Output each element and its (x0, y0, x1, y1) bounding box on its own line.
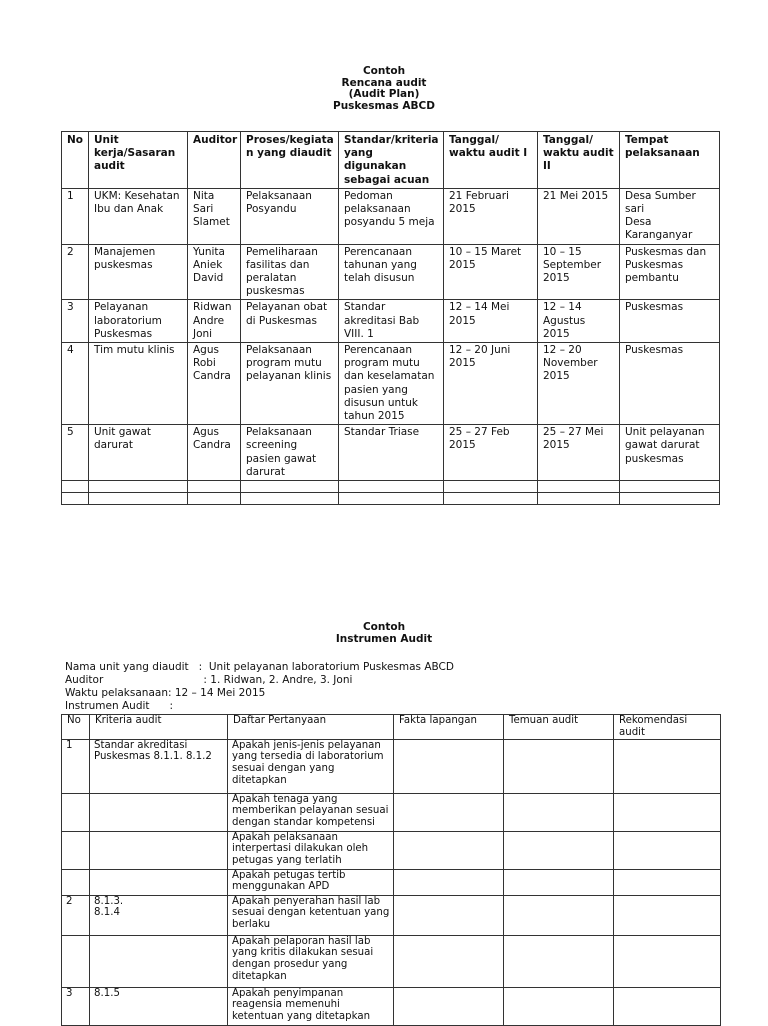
table-cell: Pelaksanaan program mutu pelayanan klinis (241, 343, 339, 425)
header-cell: Proses/kegiata n yang diaudit (241, 132, 339, 189)
table-cell: 12 – 20 November 2015 (538, 343, 620, 425)
table-cell: Standar akreditasi Puskesmas 8.1.1. 8.1.2 (90, 739, 228, 793)
table-cell (620, 493, 720, 505)
table-cell (394, 739, 504, 793)
table-cell (504, 895, 614, 935)
table-cell: 2 (62, 244, 89, 300)
table-cell: 1 (62, 188, 89, 244)
table-row-empty (62, 481, 720, 493)
table-row (62, 739, 721, 793)
table-cell (394, 935, 504, 987)
table-cell (90, 935, 228, 987)
table-cell: Pemeliharaan fasilitas dan peralatan puskesmas (241, 244, 339, 300)
table-cell (62, 831, 90, 869)
table-cell (614, 831, 721, 869)
table-cell: Standar akreditasi Bab VIII. 1 (339, 300, 444, 343)
header-cell: No (62, 132, 89, 189)
audit-plan-table (61, 131, 720, 505)
table-cell: Agus Robi Candra (188, 343, 241, 425)
table-cell: Desa Sumber sari Desa Karanganyar (620, 188, 720, 244)
plan-title-line: Puskesmas ABCD (333, 99, 435, 112)
table-cell: Apakah petugas tertib menggunakan APD (228, 869, 394, 895)
table-cell (504, 987, 614, 1025)
plan-title-line: Contoh (362, 65, 406, 77)
auditor-line: Auditor : 1. Ridwan, 2. Andre, 3. Joni (65, 674, 353, 686)
instrument-title (0, 622, 768, 645)
table-cell (62, 935, 90, 987)
table-cell (90, 869, 228, 895)
table-cell: Unit gawat darurat (89, 425, 188, 481)
table-cell: 3 (62, 300, 89, 343)
table-row (62, 188, 720, 244)
table-cell: Yunita Aniek David (188, 244, 241, 300)
header-cell: Temuan audit (504, 715, 614, 740)
table-cell (62, 493, 89, 505)
table-cell: 12 – 20 Juni 2015 (444, 343, 538, 425)
table-cell (614, 895, 721, 935)
table-cell: Apakah tenaga yang memberikan pelayanan sesuai dengan standar kompetensi (228, 793, 394, 831)
table-cell: UKM: Kesehatan Ibu dan Anak (89, 188, 188, 244)
header-cell: Rekomendasi audit (614, 715, 721, 740)
table-row (62, 895, 721, 935)
table-cell (188, 493, 241, 505)
table-cell (89, 481, 188, 493)
table-cell (614, 739, 721, 793)
table-cell: Tim mutu klinis (89, 343, 188, 425)
audit-instrument-table (61, 714, 721, 1026)
table-cell: Apakah pelaksanaan interpertasi dilakukan oleh petugas yang terlatih (228, 831, 394, 869)
table-cell: 8.1.3. 8.1.4 (90, 895, 228, 935)
table-cell: Apakah penyerahan hasil lab sesuai dengan ketentuan yang berlaku (228, 895, 394, 935)
table-cell: Manajemen puskesmas (89, 244, 188, 300)
plan-title-line: Rencana audit (341, 76, 427, 89)
table-row (62, 987, 721, 1025)
table-cell (188, 481, 241, 493)
header-cell: No (62, 715, 90, 740)
table-cell: Apakah jenis-jenis pelayanan yang tersedia di laboratorium sesuai dengan yang ditetapkan (228, 739, 394, 793)
plan-title (0, 66, 768, 112)
instrument-label-line: Instrumen Audit : (65, 700, 174, 712)
header-cell: Tanggal/ waktu audit II (538, 132, 620, 189)
table-cell (614, 869, 721, 895)
table-cell: Puskesmas dan Puskesmas pembantu (620, 244, 720, 300)
header-cell: Unit kerja/Sasaran audit (89, 132, 188, 189)
table-cell (62, 793, 90, 831)
table-cell (62, 481, 89, 493)
header-cell: Kriteria audit (90, 715, 228, 740)
table-cell (538, 493, 620, 505)
table-row-empty (62, 493, 720, 505)
table-cell (90, 831, 228, 869)
table-cell: Unit pelayanan gawat darurat puskesmas (620, 425, 720, 481)
table-cell: 12 – 14 Agustus 2015 (538, 300, 620, 343)
table-cell: 10 – 15 Maret 2015 (444, 244, 538, 300)
table-cell: 21 Februari 2015 (444, 188, 538, 244)
header-cell: Fakta lapangan (394, 715, 504, 740)
table-cell: 25 – 27 Mei 2015 (538, 425, 620, 481)
table-row (62, 343, 720, 425)
table-cell: 2 (62, 895, 90, 935)
table-cell: Pelaksanaan Posyandu (241, 188, 339, 244)
table-cell (90, 793, 228, 831)
table-cell: Ridwan Andre Joni (188, 300, 241, 343)
table-cell (444, 481, 538, 493)
header-cell: Daftar Pertanyaan (228, 715, 394, 740)
table-cell (504, 793, 614, 831)
table-cell (241, 493, 339, 505)
header-cell: Tanggal/ waktu audit I (444, 132, 538, 189)
table-row (62, 793, 721, 831)
header-cell: Tempat pelaksanaan (620, 132, 720, 189)
table-row (62, 300, 720, 343)
table-cell (62, 869, 90, 895)
table-cell (339, 493, 444, 505)
header-cell: Standar/kriteria yang digunakan sebagai acuan (339, 132, 444, 189)
table-cell (394, 793, 504, 831)
table-cell: Nita Sari Slamet (188, 188, 241, 244)
table-cell (89, 493, 188, 505)
plan-title-line: (Audit Plan) (348, 88, 420, 100)
table-header-row (62, 715, 721, 740)
table-cell (614, 935, 721, 987)
table-cell: Agus Candra (188, 425, 241, 481)
table-cell: 21 Mei 2015 (538, 188, 620, 244)
time-line: Waktu pelaksanaan: 12 – 14 Mei 2015 (65, 687, 266, 699)
table-cell: 4 (62, 343, 89, 425)
table-cell (504, 739, 614, 793)
table-cell (504, 869, 614, 895)
table-cell (394, 869, 504, 895)
instrument-title-line: Instrumen Audit (335, 632, 433, 645)
table-cell: 10 – 15 September 2015 (538, 244, 620, 300)
table-cell: 1 (62, 739, 90, 793)
table-cell (504, 831, 614, 869)
table-cell (444, 493, 538, 505)
table-cell: 8.1.5 (90, 987, 228, 1025)
table-cell (241, 481, 339, 493)
instrument-title-line: Contoh (362, 621, 406, 633)
table-cell: Standar Triase (339, 425, 444, 481)
table-cell: Pelayanan laboratorium Puskesmas (89, 300, 188, 343)
table-cell: Puskesmas (620, 343, 720, 425)
table-row (62, 831, 721, 869)
table-cell: Perencanaan program mutu dan keselamatan pasien yang disusun untuk tahun 2015 (339, 343, 444, 425)
table-cell: Pelayanan obat di Puskesmas (241, 300, 339, 343)
table-cell: Pelaksanaan screening pasien gawat darurat (241, 425, 339, 481)
table-cell (504, 935, 614, 987)
table-cell: Pedoman pelaksanaan posyandu 5 meja (339, 188, 444, 244)
unit-name-line: Nama unit yang diaudit : Unit pelayanan laboratorium Puskesmas ABCD (65, 661, 454, 673)
table-cell (614, 987, 721, 1025)
table-cell (394, 831, 504, 869)
table-cell (620, 481, 720, 493)
table-cell: Puskesmas (620, 300, 720, 343)
table-cell: 12 – 14 Mei 2015 (444, 300, 538, 343)
table-cell: 3 (62, 987, 90, 1025)
table-row (62, 869, 721, 895)
table-cell: Perencanaan tahunan yang telah disusun (339, 244, 444, 300)
table-row (62, 935, 721, 987)
table-cell: 5 (62, 425, 89, 481)
table-row (62, 425, 720, 481)
header-cell: Auditor (188, 132, 241, 189)
table-row (62, 244, 720, 300)
table-cell (394, 987, 504, 1025)
table-cell: Apakah pelaporan hasil lab yang kritis dilakukan sesuai dengan prosedur yang ditetapkan (228, 935, 394, 987)
table-header-row (62, 132, 720, 189)
table-cell: Apakah penyimpanan reagensia memenuhi ketentuan yang ditetapkan (228, 987, 394, 1025)
table-cell: 25 – 27 Feb 2015 (444, 425, 538, 481)
table-cell (538, 481, 620, 493)
table-cell (614, 793, 721, 831)
table-cell (339, 481, 444, 493)
table-cell (394, 895, 504, 935)
